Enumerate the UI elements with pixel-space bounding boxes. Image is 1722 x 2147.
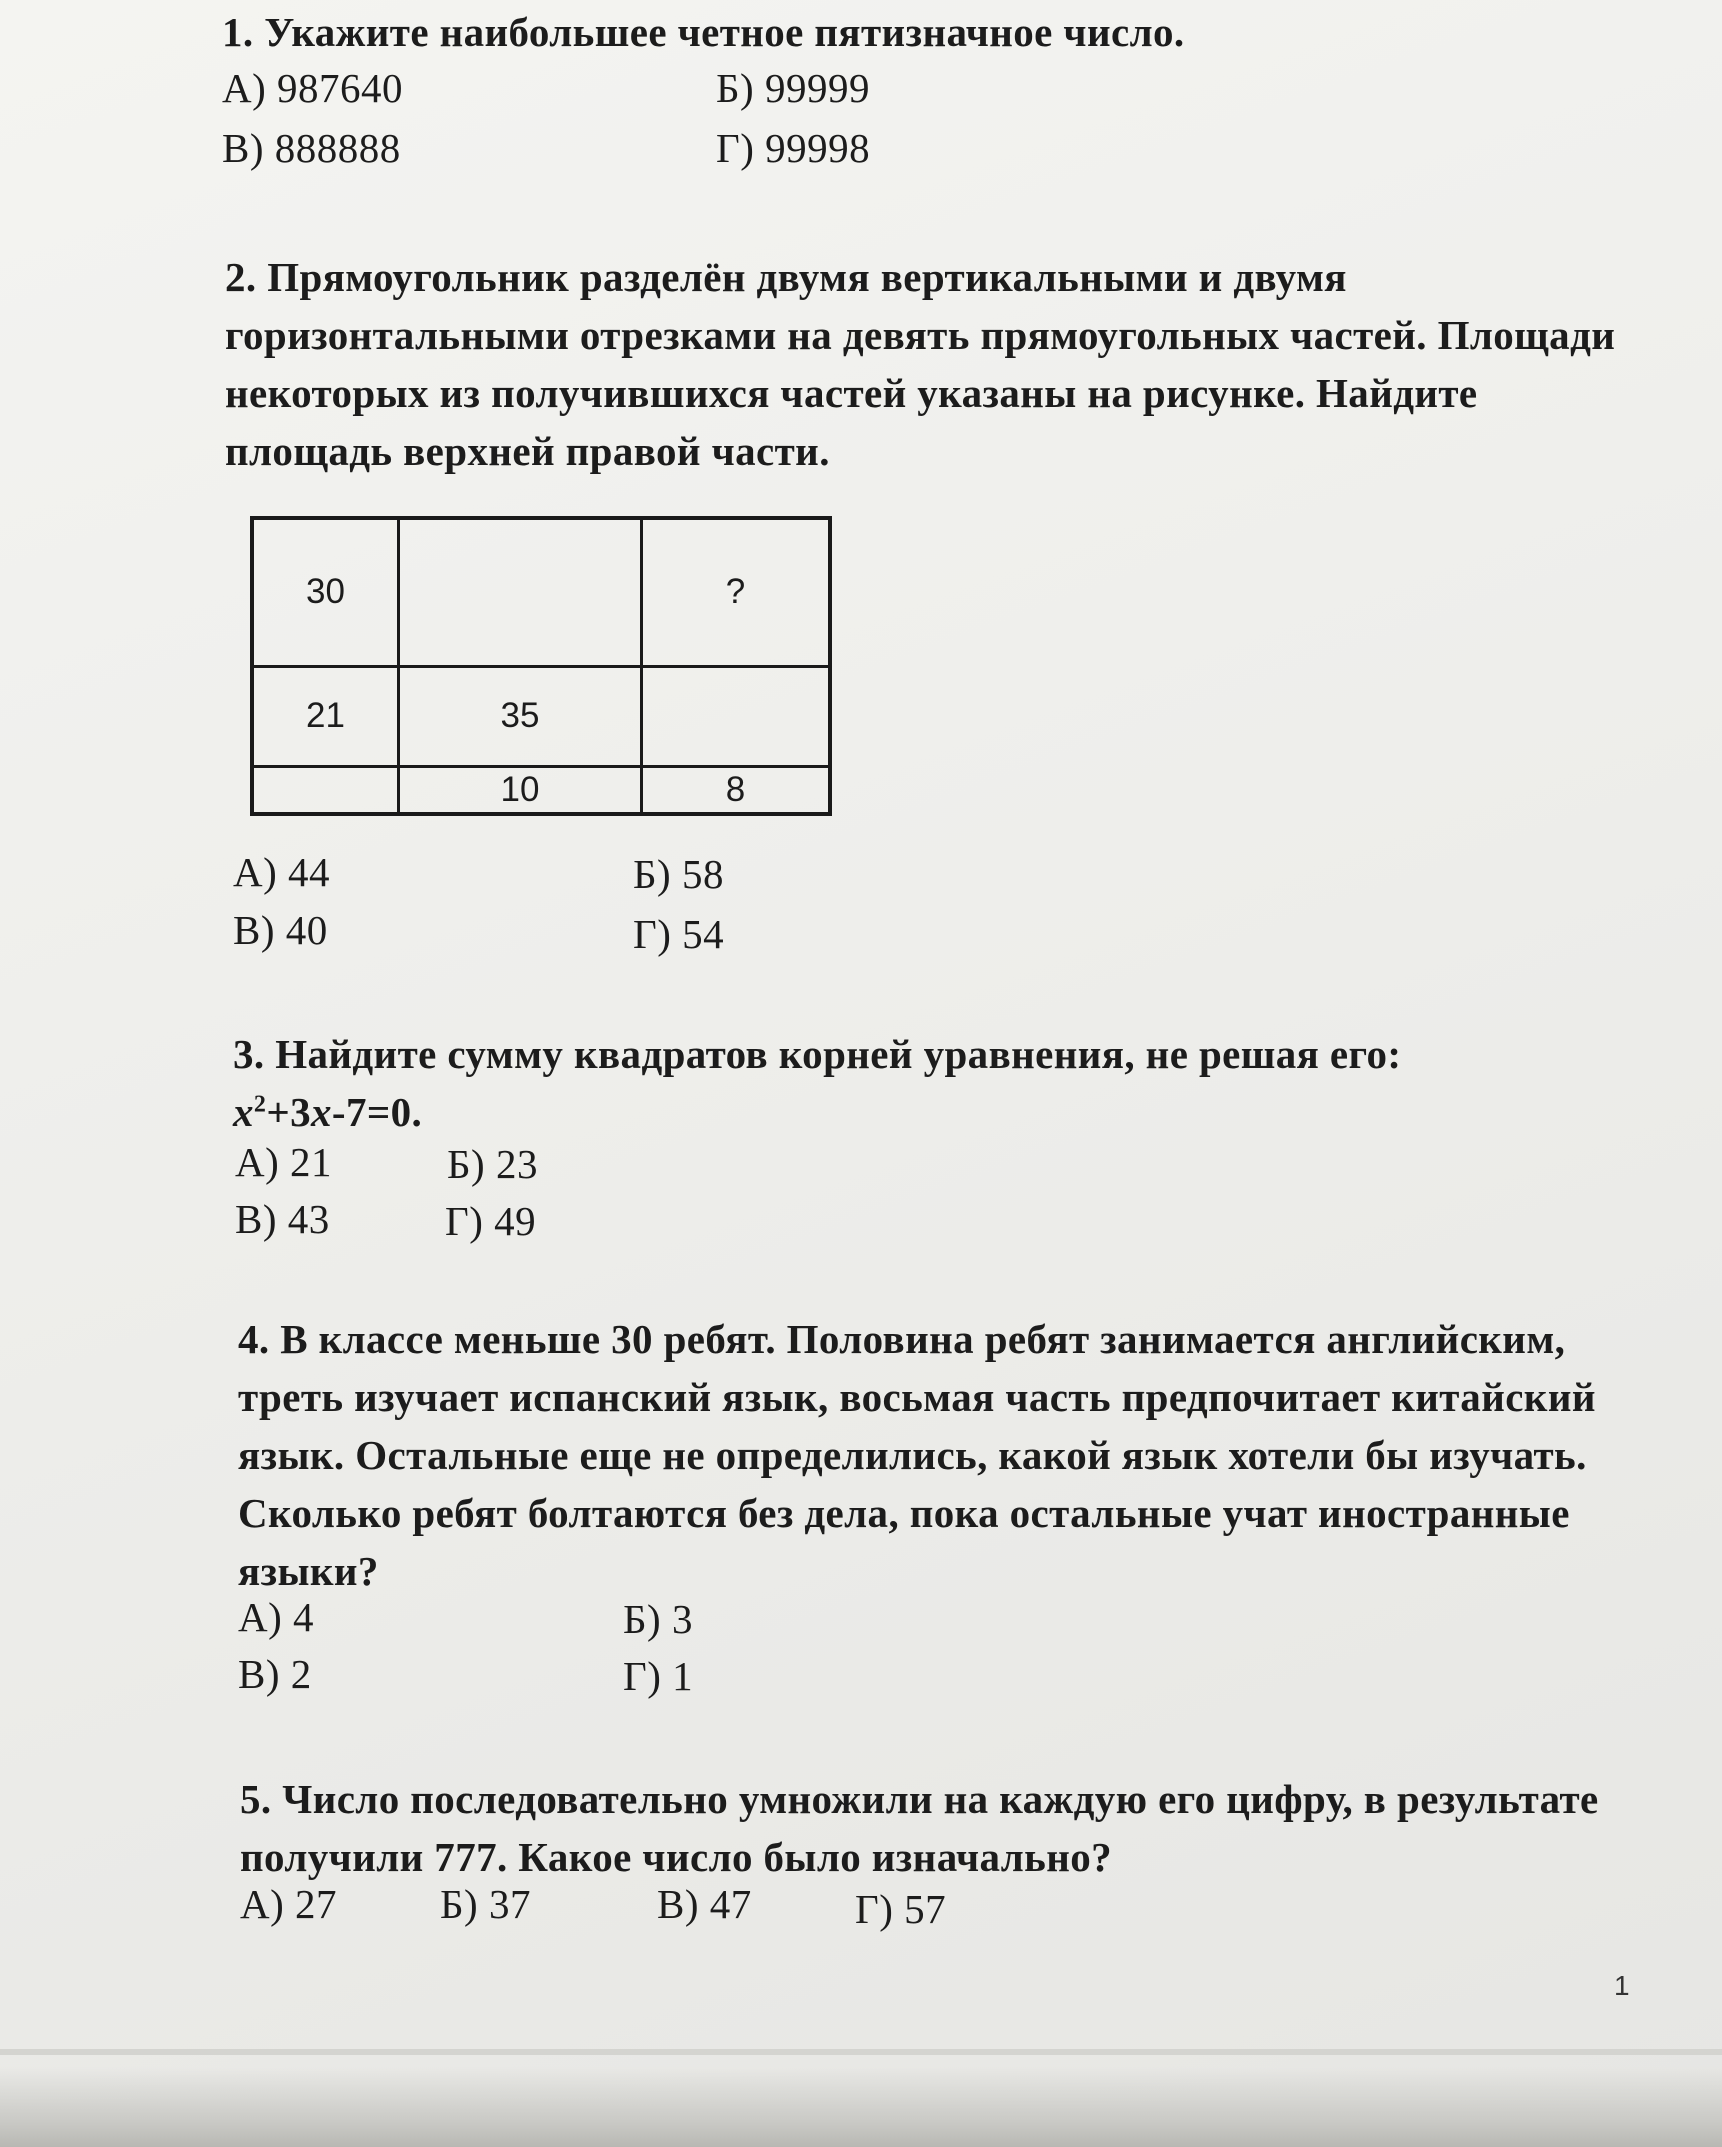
q3-option-c: В) 43 [235,1196,330,1242]
q2-option-b: Б) 58 [633,851,724,897]
q5-option-c: В) 47 [657,1881,752,1927]
grid-cell-middle-left: 21 [252,666,399,766]
question-1 [222,3,1185,61]
question-5-line-2: получили 777. Какое число было изначально? [240,1834,1113,1880]
page-number: 1 [1614,1970,1630,2001]
question-4-line-3: язык. Остальные еще не определились, какой язык хотели бы изучать. [238,1432,1587,1478]
q5-option-b: Б) 37 [440,1881,531,1927]
grid-cell-bottom-right: 8 [642,766,831,814]
rectangle-grid-figure [250,516,832,816]
question-3-equation [233,1083,1401,1141]
question-2-line-2: горизонтальными отрезками на девять прямоугольных частей. Площади [225,312,1616,358]
q4-option-a: А) 4 [238,1594,315,1640]
equation-variable-x: x [233,1089,254,1135]
question-5 [240,1770,1599,1886]
question-3 [233,1025,1401,1141]
q1-option-b: Б) 99999 [716,65,870,111]
q1-option-d: Г) 99998 [716,125,871,171]
question-4-line-5: языки? [238,1548,379,1594]
q2-option-d: Г) 54 [633,911,725,957]
grid-cell-middle-right [642,666,831,766]
question-4 [238,1310,1596,1600]
q1-option-a: А) 987640 [222,65,404,111]
q1-option-c: В) 888888 [222,125,401,171]
q3-option-d: Г) 49 [445,1198,537,1244]
paper-edge-shadow [0,2049,1722,2055]
grid-row-middle [252,666,830,766]
grid-row-bottom [252,766,830,814]
question-2-line-1: 2. Прямоугольник разделён двумя вертикальными и двумя [225,254,1347,300]
grid-row-top [252,518,830,666]
question-2-line-4: площадь верхней правой части. [225,428,830,474]
equation-middle: +3 [266,1089,311,1135]
paper-bottom-shadow [0,2067,1722,2147]
question-2 [225,248,1615,480]
question-4-line-4: Сколько ребят болтаются без дела, пока остальные учат иностранные [238,1490,1570,1536]
q3-option-a: А) 21 [235,1139,333,1185]
grid-cell-top-left: 30 [252,518,399,666]
q3-option-b: Б) 23 [447,1141,538,1187]
question-5-line-1: 5. Число последовательно умножили на каждую его цифру, в результате [240,1776,1599,1822]
grid-cell-top-right: ? [642,518,831,666]
q2-option-c: В) 40 [233,907,328,953]
grid-cell-bottom-left [252,766,399,814]
q4-option-b: Б) 3 [623,1596,693,1642]
grid-cell-bottom-middle: 10 [399,766,642,814]
question-2-line-3: некоторых из получившихся частей указаны на рисунке. Найдите [225,370,1478,416]
q4-option-d: Г) 1 [623,1653,694,1699]
q5-option-a: А) 27 [240,1881,338,1927]
q5-option-d: Г) 57 [855,1886,947,1932]
equation-variable-x-2: x [310,1089,332,1135]
equation-tail: -7=0. [331,1089,423,1135]
question-3-text: 3. Найдите сумму квадратов корней уравнения, не решая его: [233,1031,1402,1077]
question-4-line-1: 4. В классе меньше 30 ребят. Половина ребят занимается английским, [238,1316,1566,1362]
grid-cell-top-middle [399,518,642,666]
q4-option-c: В) 2 [238,1651,312,1697]
grid-cell-middle-middle: 35 [399,666,642,766]
question-1-text: 1. Укажите наибольшее четное пятизначное число. [222,9,1185,55]
q2-option-a: А) 44 [233,849,331,895]
question-4-line-2: треть изучает испанский язык, восьмая часть предпочитает китайский [238,1374,1596,1420]
equation-exponent: 2 [253,1091,267,1118]
